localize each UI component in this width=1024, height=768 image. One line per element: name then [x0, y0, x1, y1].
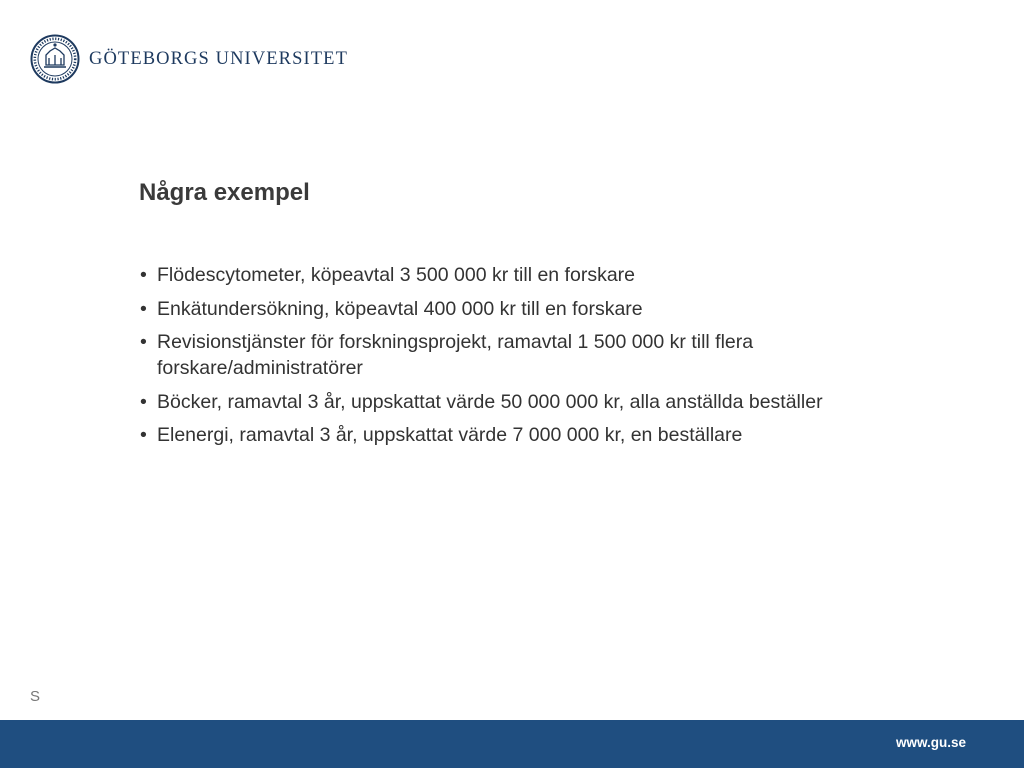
- slide-title: Några exempel: [139, 179, 310, 206]
- university-logo: [30, 34, 348, 84]
- bullet-item: • Revisionstjänster för forskningsprojekt, ramavtal 1 500 000 kr till flera forskare/administratörer: [139, 329, 899, 381]
- footer-url[interactable]: www.gu.se: [896, 735, 967, 750]
- university-name: GÖTEBORGS UNIVERSITET: [89, 48, 348, 69]
- bullet-item: • Böcker, ramavtal 3 år, uppskattat värde 50 000 000 kr, alla anställda beställer: [139, 389, 899, 415]
- bullet-item: • Elenergi, ramavtal 3 år, uppskattat värde 7 000 000 kr, en beställare: [139, 422, 899, 448]
- university-seal-icon: [30, 34, 80, 84]
- bullet-item: • Flödescytometer, köpeavtal 3 500 000 kr till en forskare: [139, 262, 899, 288]
- footer-note: S: [30, 688, 41, 705]
- footer-bar: [0, 720, 1024, 768]
- bullet-list: [139, 262, 899, 456]
- bullet-item: • Enkätundersökning, köpeavtal 400 000 kr till en forskare: [139, 296, 899, 322]
